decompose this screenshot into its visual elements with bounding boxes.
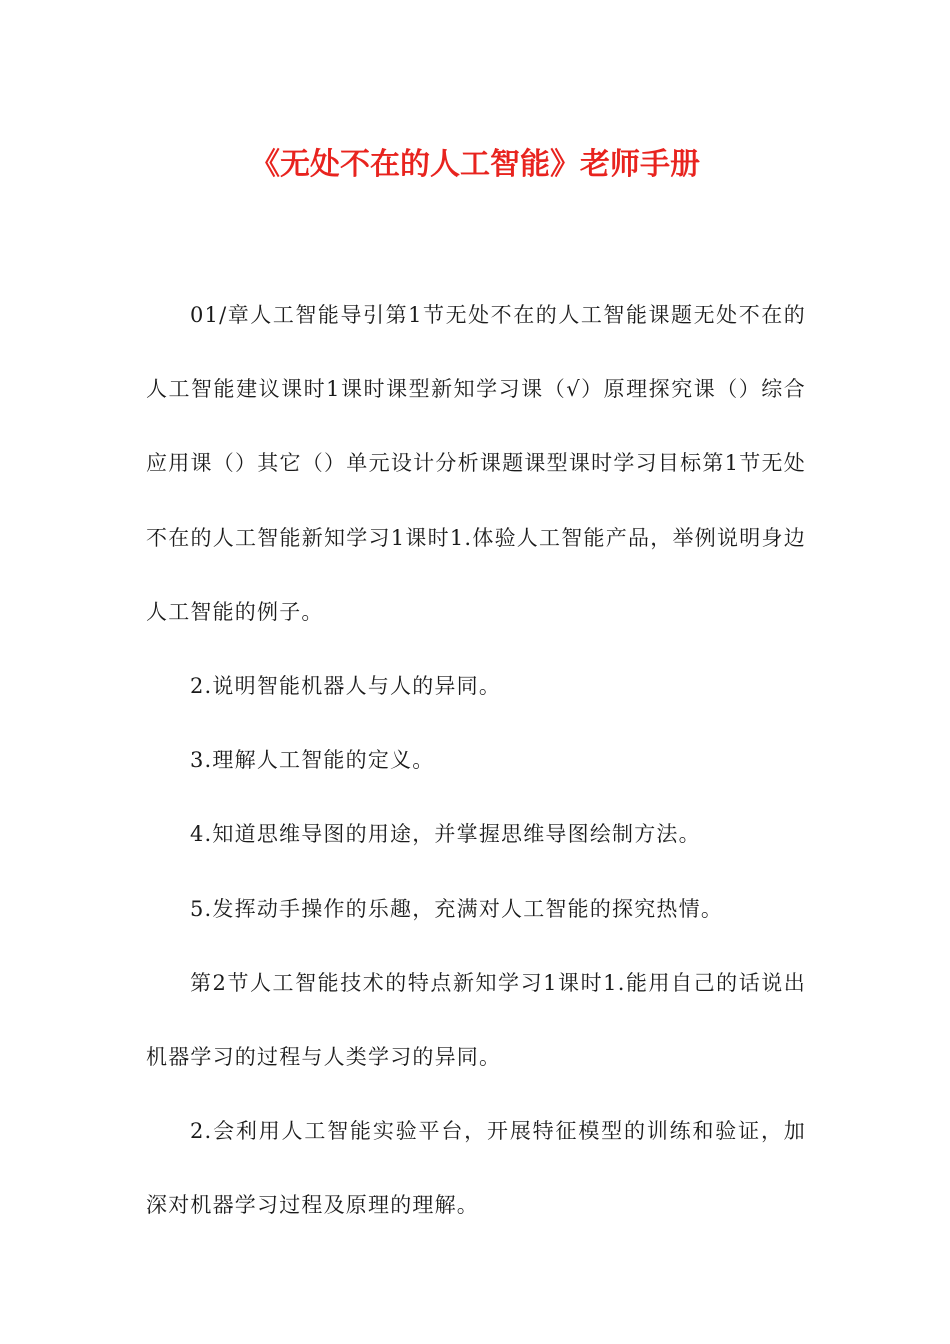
paragraph-objective-3: 3.理解人工智能的定义。 bbox=[190, 748, 435, 773]
document-title: 《无处不在的人工智能》老师手册 bbox=[250, 147, 700, 182]
paragraph-objective-4: 4.知道思维导图的用途，并掌握思维导图绘制方法。 bbox=[190, 822, 701, 847]
document-body bbox=[146, 278, 806, 1243]
paragraph-objective-5: 5.发挥动手操作的乐趣，充满对人工智能的探究热情。 bbox=[190, 896, 724, 921]
paragraph-section-2: 第2节人工智能技术的特点新知学习1课时1.能用自己的话说出机器学习的过程与人类学习的异同。 bbox=[146, 970, 806, 1070]
paragraph-objective-2: 2.说明智能机器人与人的异同。 bbox=[190, 674, 502, 699]
paragraph-chapter-intro: 01/章人工智能导引第1节无处不在的人工智能课题无处不在的人工智能建议课时1课时课型新知学习课（√）原理探究课（）综合应用课（）其它（）单元设计分析课题课型课时学习目标第1节无处不在的人工智能新知学习1课时1.体验人工智能产品，举例说明身边人工智能的例子。 bbox=[146, 303, 806, 624]
paragraph-section-2-objective-2: 2.会利用人工智能实验平台，开展特征模型的训练和验证，加深对机器学习过程及原理的理解。 bbox=[146, 1119, 806, 1218]
